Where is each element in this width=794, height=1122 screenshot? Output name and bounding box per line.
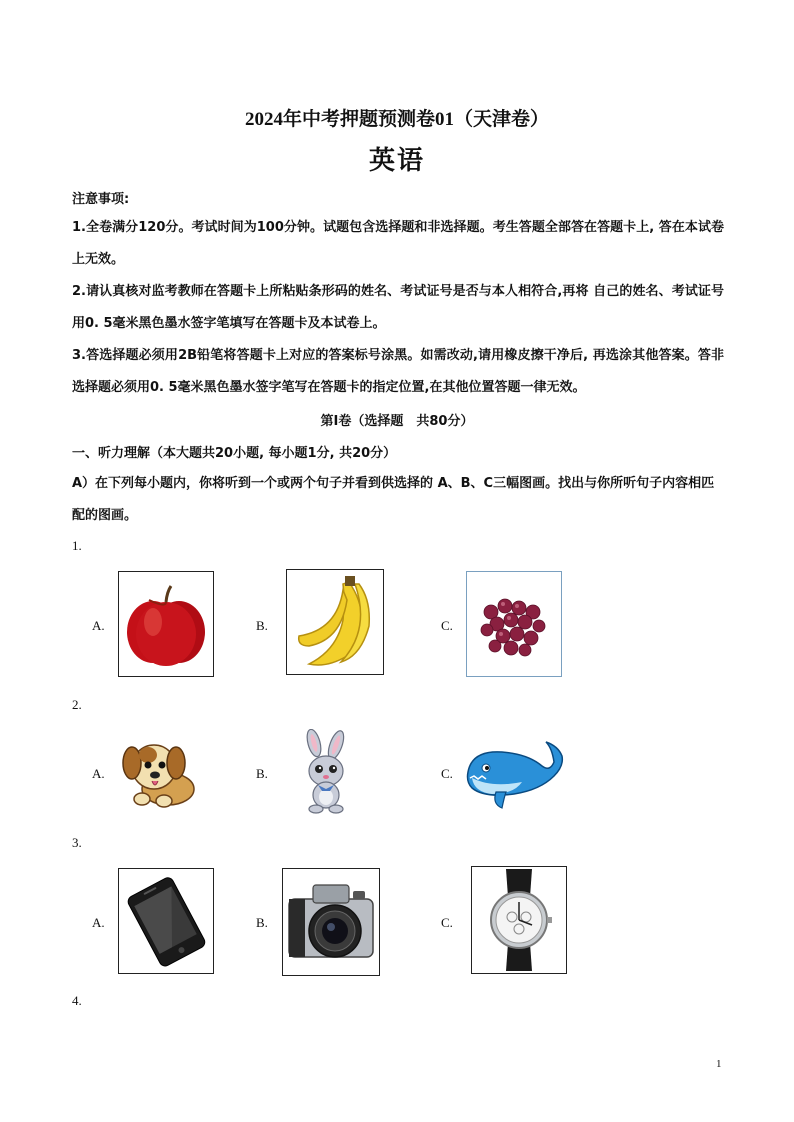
question-number: 4. [72, 993, 82, 1008]
mobile-phone-image [118, 868, 214, 974]
note-item: 3.答选择题必须用2B铅笔将答题卡上对应的答案标号涂黑。如需改动,请用橡皮擦干净后, 再选涂其他答案。答非选择题必须用0. 5毫米黑色墨水签字笔写在答题卡的指定位置,在其他位置答题一律无效。 [72, 348, 724, 395]
option-label: A. [92, 618, 105, 633]
option-label: C. [441, 766, 453, 781]
option-label: C. [441, 915, 453, 930]
apple-image [118, 571, 214, 677]
option-label: A. [92, 915, 105, 930]
puppy-image [118, 733, 198, 809]
grapes-image [466, 571, 562, 677]
option-label: B. [256, 915, 268, 930]
note-item: 1.全卷满分120分。考试时间为100分钟。试题包含选择题和非选择题。考生答题全部答在答题卡上, 答在本试卷上无效。 [72, 220, 724, 267]
subject-title: 英语 [368, 146, 425, 176]
question-number: 2. [72, 697, 82, 712]
note-item: 2.请认真核对监考教师在答题卡上所粘贴条形码的姓名、考试证号是否与本人相符合,再将 自己的姓名、考试证号用0. 5毫米黑色墨水签字笔填写在答题卡及本试卷上。 [72, 284, 724, 331]
part-title: 第I卷（选择题 共80分） [320, 414, 474, 429]
rabbit-image [296, 729, 358, 815]
wristwatch-image [471, 866, 567, 974]
option-label: B. [256, 618, 268, 633]
option-label: A. [92, 766, 105, 781]
instruction-text: A）在下列每小题内，你将听到一个或两个句子并看到供选择的 A、B、C三幅图画。找出与你所听句子内容相匹配的图画。 [72, 476, 715, 523]
bananas-image [286, 569, 384, 675]
notes-label: 注意事项: [72, 192, 130, 207]
page-number: 1 [716, 1058, 722, 1070]
option-label: C. [441, 618, 453, 633]
camera-image [282, 868, 380, 976]
exam-title: 2024年中考押题预测卷01（天津卷） [244, 109, 549, 130]
section-heading: 一、听力理解（本大题共20小题, 每小题1分, 共20分） [72, 446, 397, 461]
question-number: 3. [72, 835, 82, 850]
whale-image [462, 736, 564, 810]
option-label: B. [256, 766, 268, 781]
question-number: 1. [72, 538, 82, 553]
